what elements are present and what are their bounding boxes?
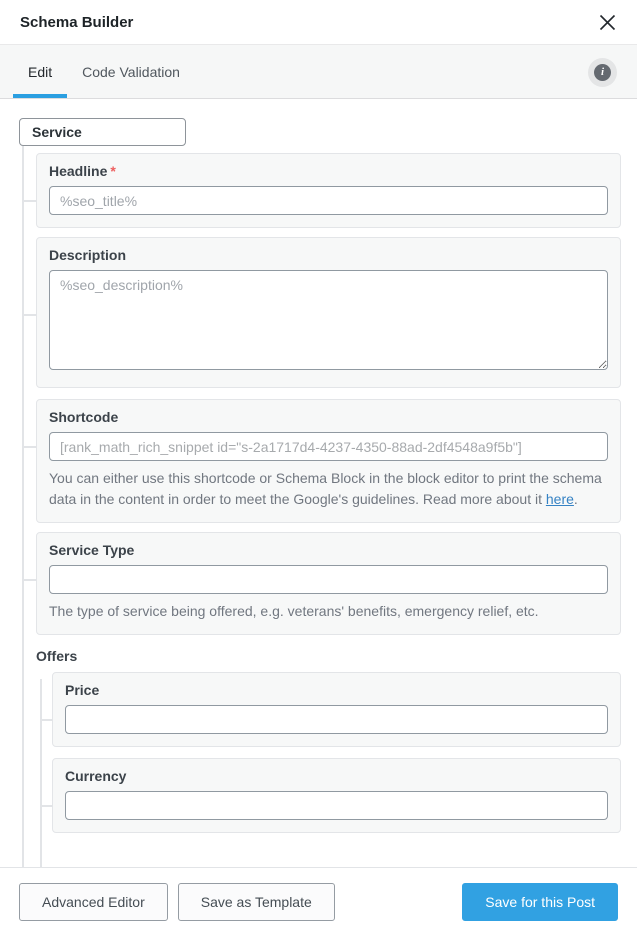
shortcode-help-link[interactable]: here	[545, 491, 574, 507]
currency-input[interactable]	[65, 791, 608, 820]
tab-edit[interactable]: Edit	[13, 45, 67, 98]
currency-label: Currency	[65, 768, 127, 784]
offers-group-label: Offers	[36, 648, 78, 664]
headline-input[interactable]	[49, 186, 608, 215]
info-icon: i	[594, 64, 611, 81]
price-input[interactable]	[65, 705, 608, 734]
tab-code-validation[interactable]: Code Validation	[67, 45, 195, 98]
schema-editor-body	[0, 99, 637, 867]
tree-line-offers	[40, 679, 42, 867]
field-panel-service-type	[36, 532, 621, 635]
shortcode-input[interactable]	[49, 432, 608, 461]
schema-type-chip[interactable]: Service	[19, 118, 186, 146]
service-type-help-text: The type of service being offered, e.g. veterans' benefits, emergency relief, etc.	[49, 603, 539, 619]
modal-title: Schema Builder	[20, 13, 134, 31]
service-type-input[interactable]	[49, 565, 608, 594]
close-button[interactable]	[597, 12, 617, 32]
close-icon	[599, 14, 616, 31]
description-textarea[interactable]	[49, 270, 608, 370]
price-label: Price	[65, 682, 100, 698]
field-panel-currency	[52, 758, 621, 833]
required-asterisk: *	[110, 163, 116, 179]
save-as-template-button[interactable]: Save as Template	[178, 883, 335, 921]
save-for-this-post-button[interactable]: Save for this Post	[462, 883, 618, 921]
field-panel-headline	[36, 153, 621, 228]
field-panel-price	[52, 672, 621, 747]
shortcode-help-text: You can either use this shortcode or Schema Block in the block editor to print the schema data in the content in order to meet the Google's guidelines. Read more about it here.	[49, 470, 602, 507]
advanced-editor-button[interactable]: Advanced Editor	[19, 883, 168, 921]
field-panel-shortcode	[36, 399, 621, 523]
modal-footer	[0, 867, 637, 936]
headline-label: Headline *	[49, 163, 116, 179]
tab-bar	[0, 45, 637, 99]
modal-header	[0, 0, 637, 45]
service-type-label: Service Type	[49, 542, 135, 558]
shortcode-label: Shortcode	[49, 409, 119, 425]
info-button[interactable]	[588, 58, 617, 87]
description-label: Description	[49, 247, 127, 263]
tree-line-main	[22, 146, 24, 867]
field-panel-description	[36, 237, 621, 388]
